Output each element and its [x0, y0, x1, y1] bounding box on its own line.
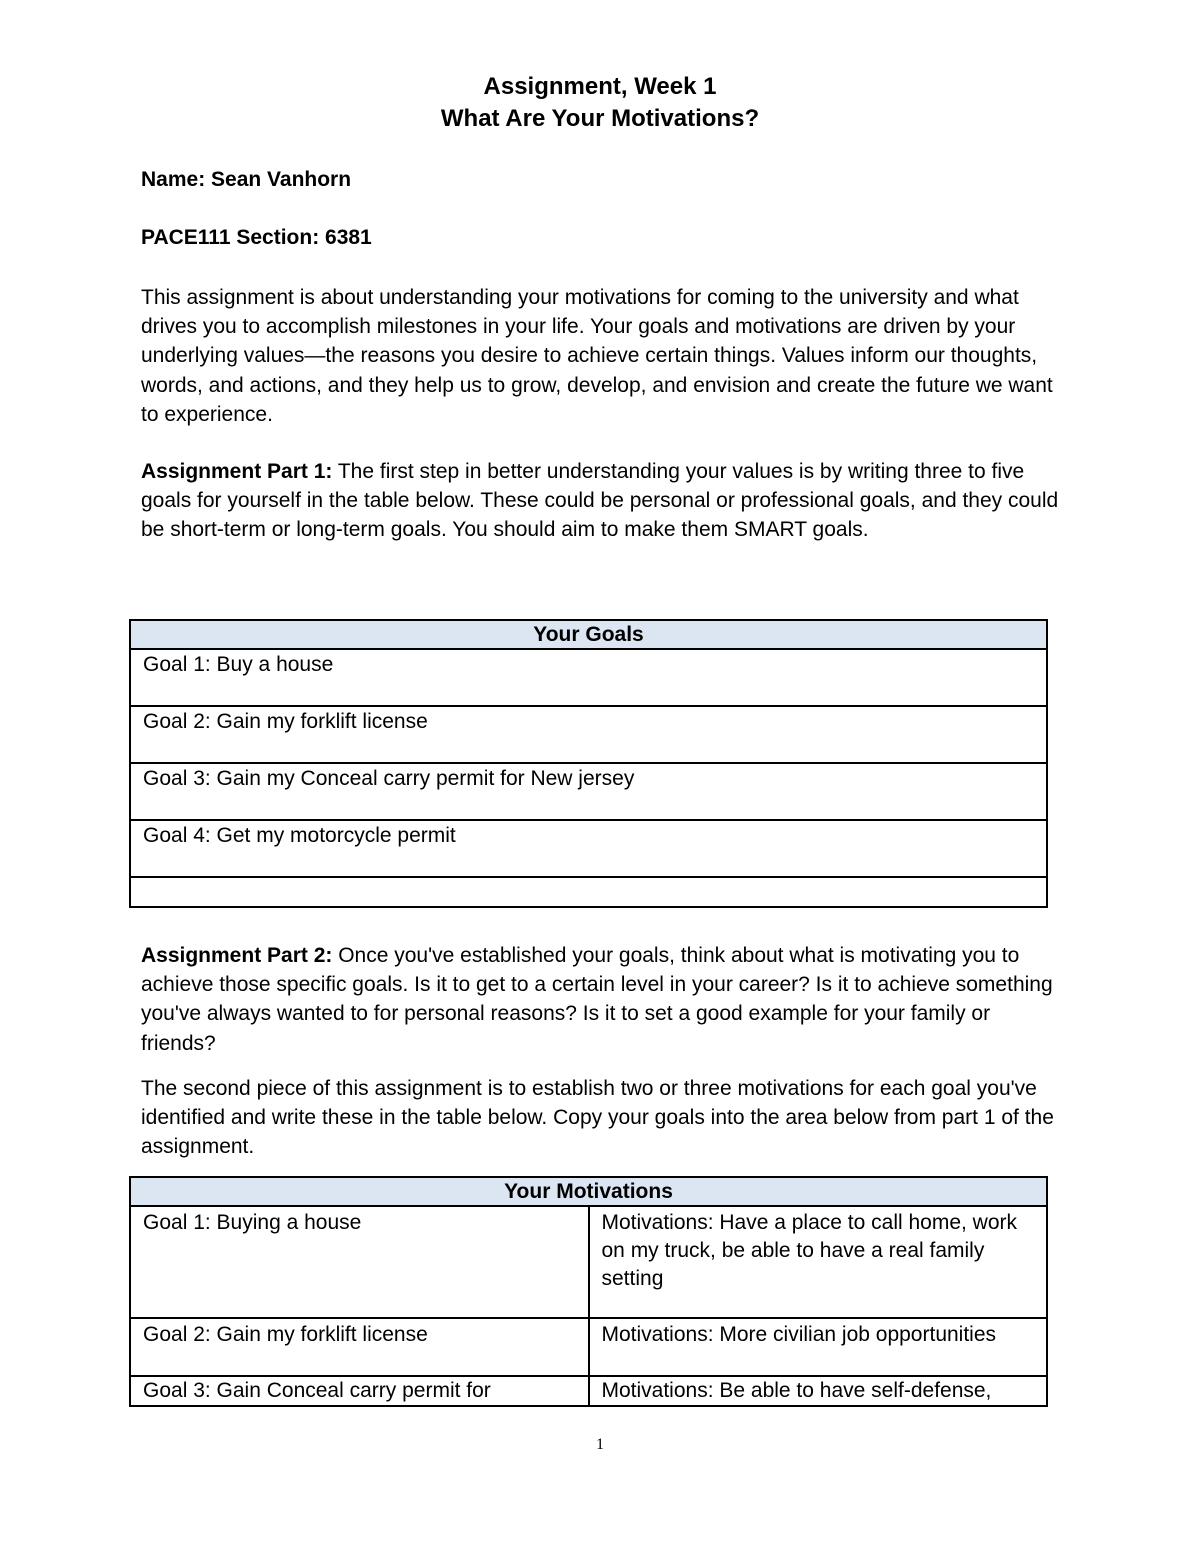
motivations-table — [129, 1176, 1048, 1407]
goal-2-cell: Goal 2: Gain my forklift license — [130, 706, 1047, 763]
course-section: PACE111 Section: 6381 — [141, 226, 372, 249]
motivation-2-cell: Motivations: More civilian job opportunities — [589, 1318, 1048, 1376]
goal-1-cell: Goal 1: Buy a house — [130, 649, 1047, 706]
motivation-goal-1-cell: Goal 1: Buying a house — [130, 1206, 589, 1318]
goal-4-cell: Goal 4: Get my motorcycle permit — [130, 820, 1047, 877]
table-row — [130, 877, 1047, 907]
goal-3-cell: Goal 3: Gain my Conceal carry permit for New jersey — [130, 763, 1047, 820]
intro-paragraph: This assignment is about understanding your motivations for coming to the university and what drives you to accomplish milestones in your life. Your goals and motivations are driven by your underlying values—the reasons you desire to achieve certain things. Values inform our thoughts, words, and actions, and they help us to grow, develop, and envision and create the future we want to experience. — [141, 286, 1053, 426]
table-row — [130, 820, 1047, 877]
table-row — [130, 763, 1047, 820]
part1-text: The first step in better understanding your values is by writing three to five goals for yourself in the table below. These could be personal or professional goals, and they could be short-term or long-term goals. You should aim to make them SMART goals. — [141, 460, 1059, 542]
table-row — [130, 649, 1047, 706]
table-row — [130, 1376, 1047, 1406]
assignment-title: Assignment, Week 1 — [483, 73, 717, 100]
goal-5-cell — [130, 877, 1047, 907]
goals-table-header: Your Goals — [130, 620, 1047, 649]
part2-label: Assignment Part 2: — [141, 944, 333, 967]
student-name: Name: Sean Vanhorn — [141, 168, 352, 191]
motivation-goal-2-cell: Goal 2: Gain my forklift license — [130, 1318, 589, 1376]
part1-paragraph — [141, 457, 1061, 545]
part2-paragraph — [141, 941, 1061, 1058]
part2-text: Once you've established your goals, think about what is motivating you to achieve those specific goals. Is it to get to a certain level in your career? Is it to achieve something you've always wanted to for personal reasons? Is it to set a good example for your family or friends? — [141, 944, 1053, 1055]
motivation-3-cell: Motivations: Be able to have self-defense, — [589, 1376, 1048, 1406]
goals-table — [129, 619, 1048, 908]
motivation-1-cell: Motivations: Have a place to call home, work on my truck, be able to have a real family setting — [589, 1206, 1048, 1318]
page-number: 1 — [596, 1436, 604, 1453]
table-row — [130, 1206, 1047, 1318]
motivations-table-header: Your Motivations — [130, 1177, 1047, 1206]
part2-second-paragraph: The second piece of this assignment is to establish two or three motivations for each goal you've identified and write these in the table below. Copy your goals into the area below from part 1 of the assignment. — [141, 1077, 1054, 1159]
table-row — [130, 706, 1047, 763]
assignment-subtitle: What Are Your Motivations? — [440, 105, 760, 132]
part1-label: Assignment Part 1: — [141, 460, 333, 483]
table-row — [130, 1318, 1047, 1376]
motivation-goal-3-cell: Goal 3: Gain Conceal carry permit for — [130, 1376, 589, 1406]
